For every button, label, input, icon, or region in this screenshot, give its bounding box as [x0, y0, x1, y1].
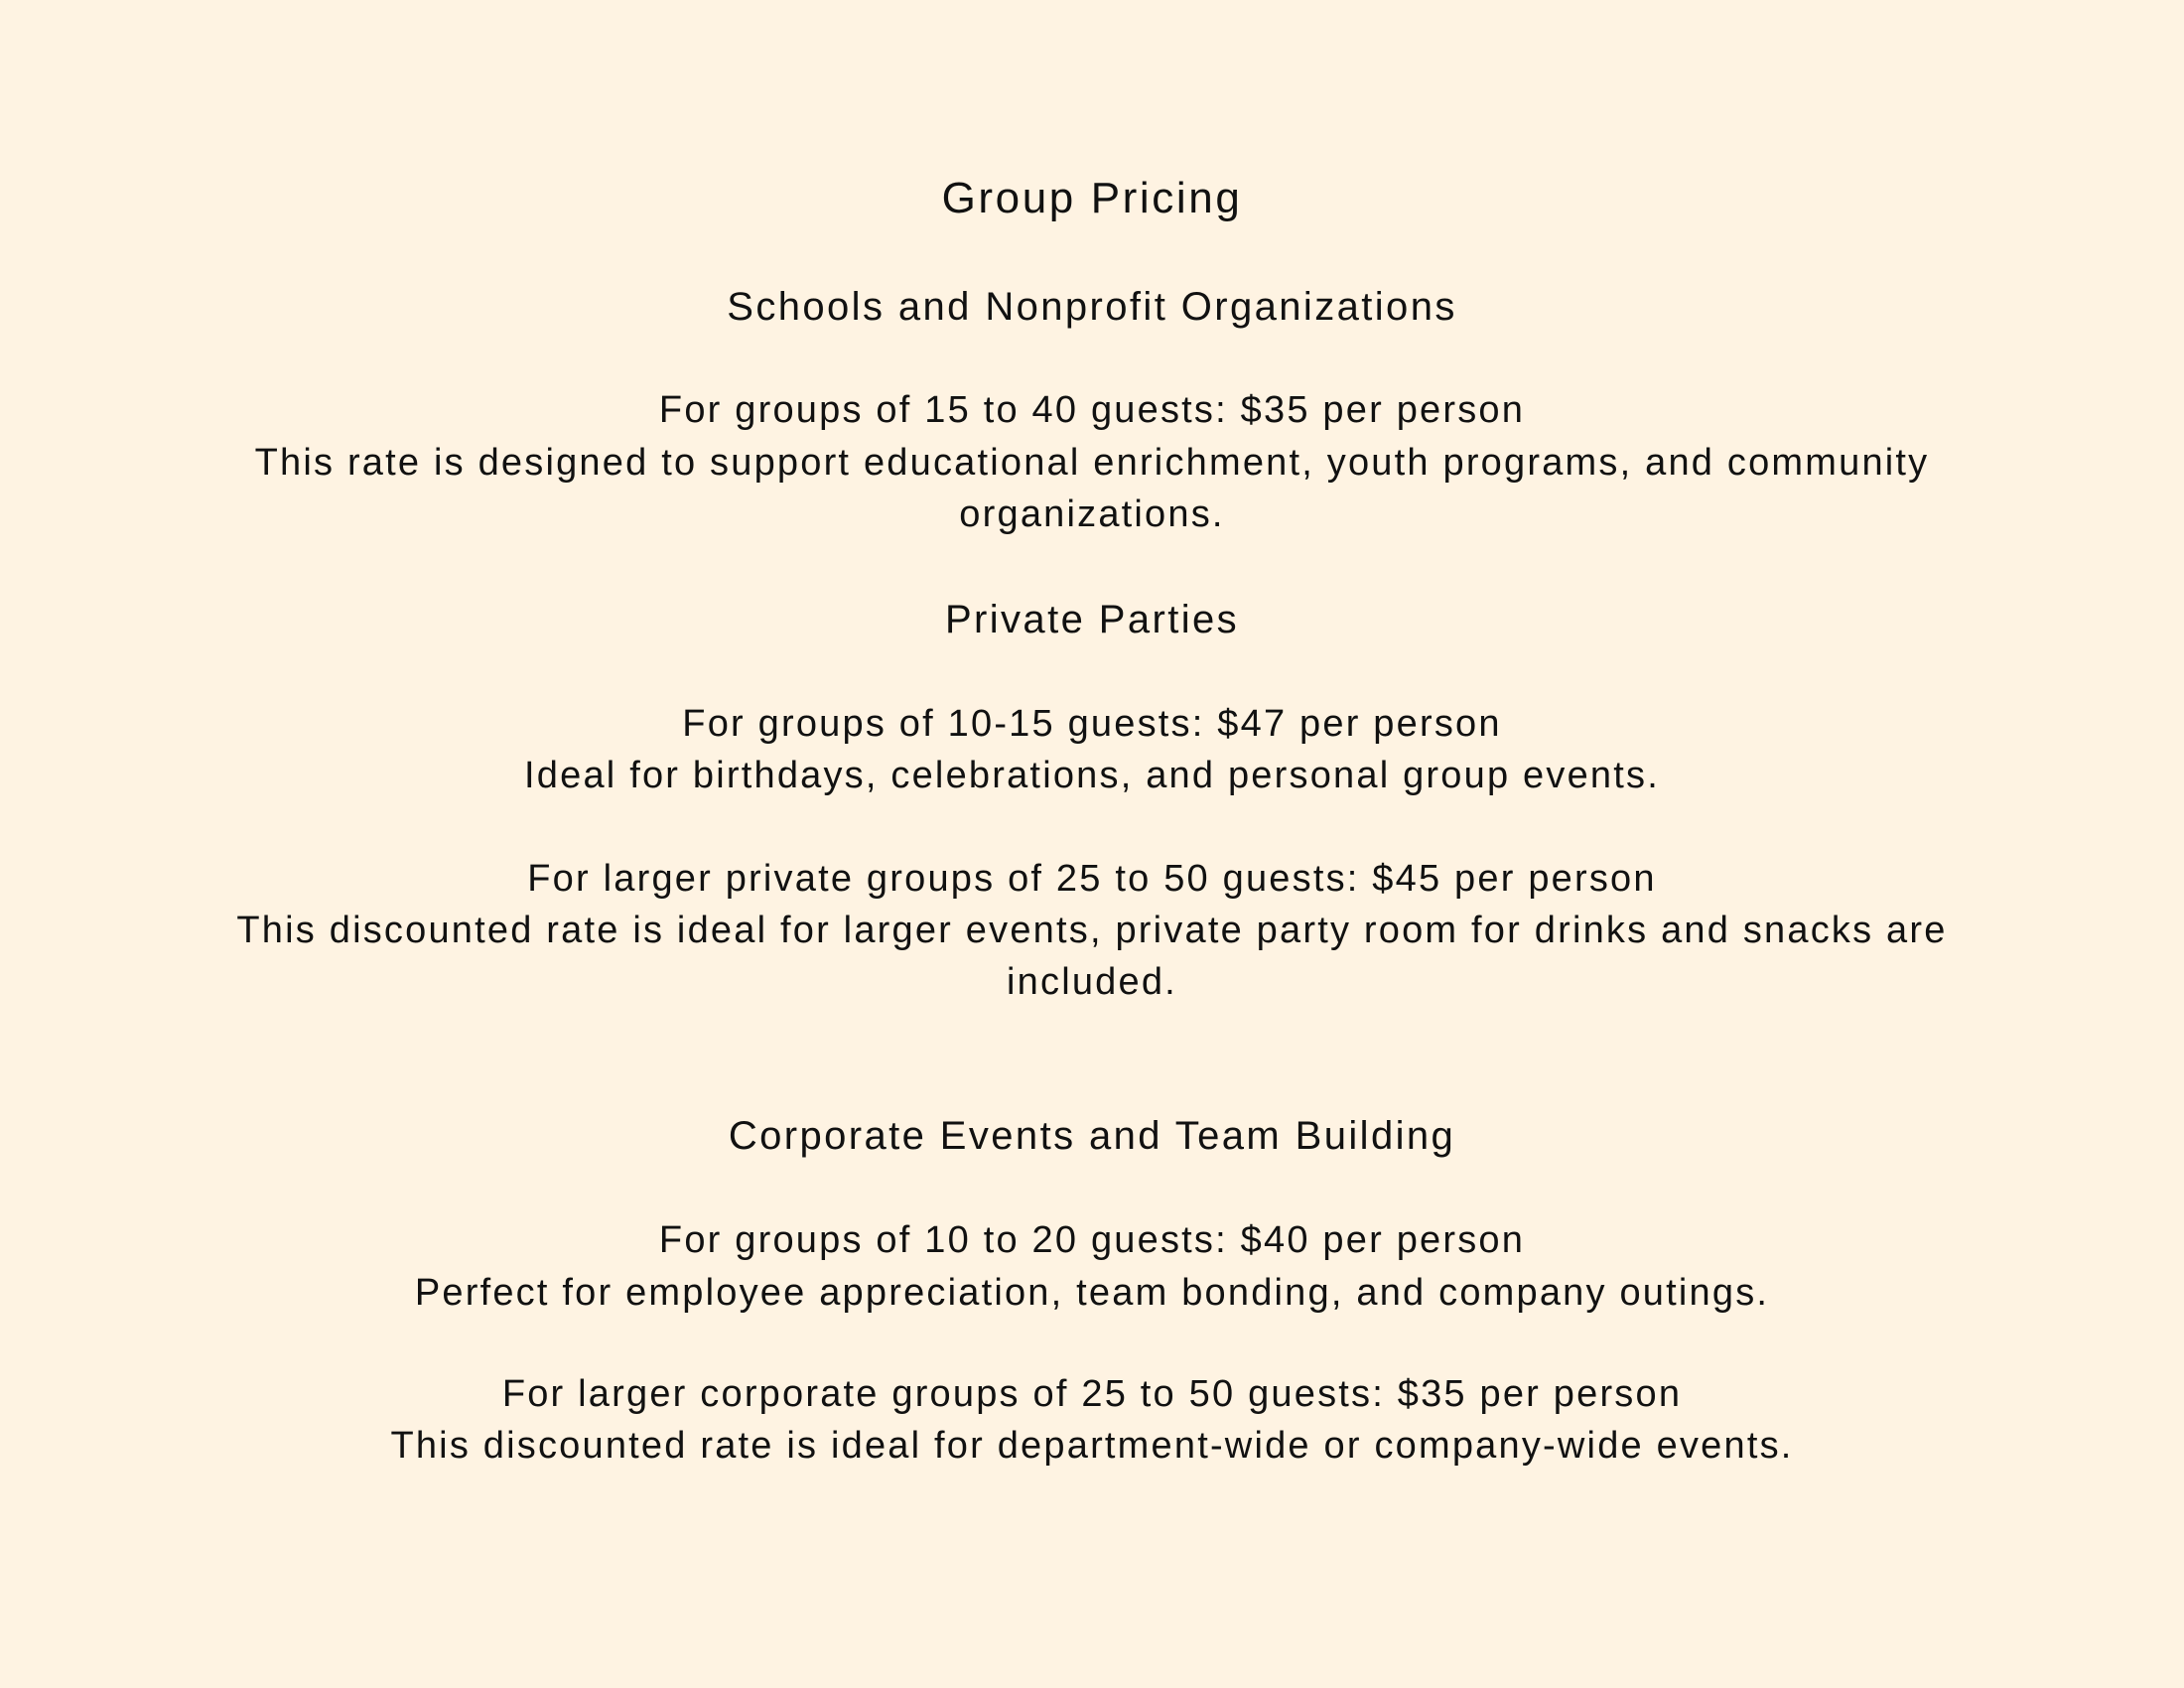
- description-line: Ideal for birthdays, celebrations, and personal group events.: [524, 755, 1660, 796]
- section-heading: Corporate Events and Team Building: [728, 1114, 1456, 1158]
- description-line: Perfect for employee appreciation, team bonding, and company outings.: [414, 1272, 1770, 1314]
- description-line: This rate is designed to support educational enrichment, youth programs, and community: [254, 442, 1930, 484]
- description-line: This discounted rate is ideal for larger events, private party room for drinks and snacks are: [236, 910, 1948, 951]
- description-line: organizations.: [959, 493, 1225, 535]
- description-line: included.: [1007, 961, 1177, 1003]
- section-heading: Schools and Nonprofit Organizations: [727, 285, 1457, 329]
- section-heading: Private Parties: [944, 598, 1240, 641]
- price-line: For larger corporate groups of 25 to 50 guests: $35 per person: [501, 1373, 1683, 1415]
- description-line: This discounted rate is ideal for department-wide or company-wide events.: [390, 1425, 1794, 1467]
- price-line: For larger private groups of 25 to 50 guests: $45 per person: [527, 858, 1657, 900]
- price-line: For groups of 10-15 guests: $47 per person: [682, 703, 1502, 745]
- price-line: For groups of 10 to 20 guests: $40 per person: [658, 1219, 1526, 1261]
- price-line: For groups of 15 to 40 guests: $35 per person: [658, 389, 1526, 431]
- page-title: Group Pricing: [941, 174, 1243, 222]
